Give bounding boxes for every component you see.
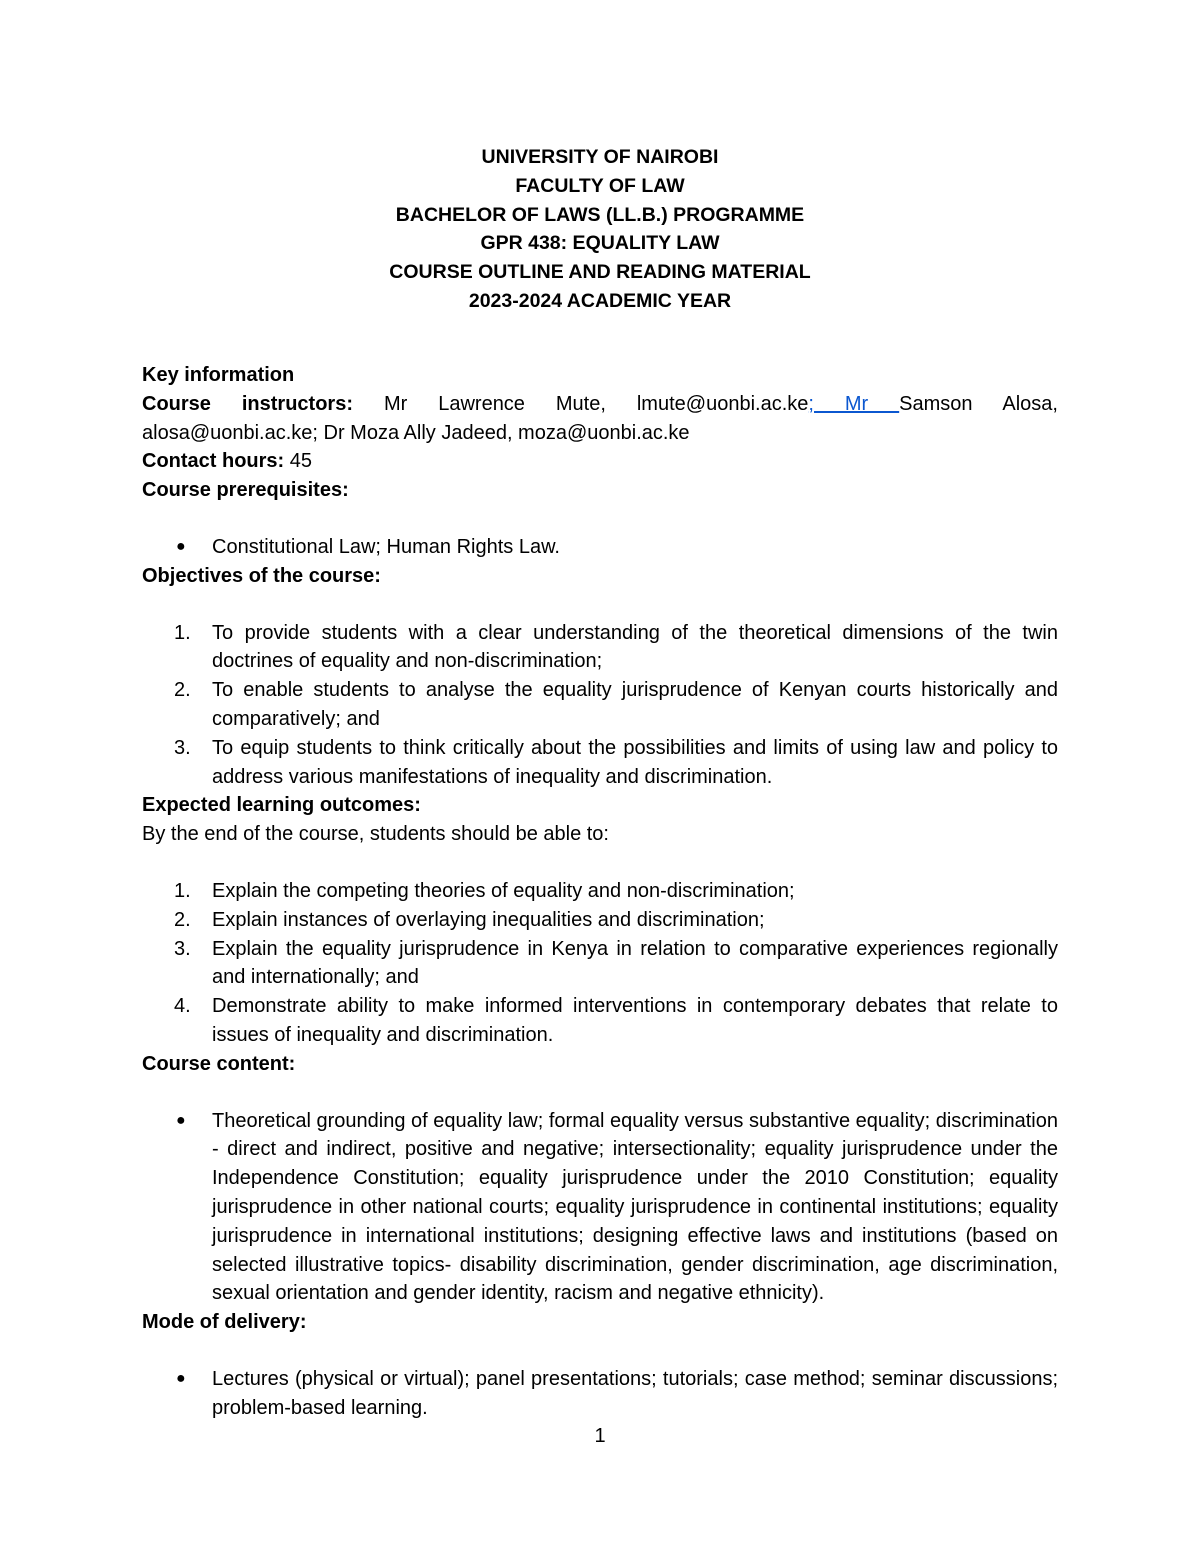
list-item: 2. Explain instances of overlaying inequalities and discrimination; — [174, 908, 765, 931]
list-item: ● Constitutional Law; Human Rights Law. — [142, 533, 1058, 562]
content-heading: Course content: — [142, 1052, 296, 1075]
university-name: UNIVERSITY OF NAIROBI — [481, 146, 719, 168]
bullet-icon: ● — [176, 537, 186, 555]
instructors-line-2: alosa@uonbi.ac.ke; Dr Moza Ally Jadeed, moza@uonbi.ac.ke — [142, 421, 690, 444]
instructors-text-b: Samson Alosa, — [899, 392, 1058, 415]
page-number: 1 — [594, 1425, 606, 1447]
contact-hours-label: Contact hours: — [142, 450, 285, 473]
outcomes-heading: Expected learning outcomes: — [142, 794, 421, 817]
faculty-name: FACULTY OF LAW — [515, 174, 685, 197]
instructor-link[interactable]: ; Mr — [808, 392, 900, 415]
prerequisites-list — [142, 533, 1058, 562]
list-item: 1. Explain the competing theories of equality and non-discrimination; — [174, 879, 795, 902]
list-item: ● Lectures (physical or virtual); panel presentations; tutorials; case method; seminar discussions; problem-based learning. — [142, 1365, 1058, 1423]
course-title: GPR 438: EQUALITY LAW — [480, 232, 720, 255]
prerequisites-heading: Course prerequisites: — [142, 479, 349, 502]
list-item: 4. Demonstrate ability to make informed interventions in contemporary debates that relate to issues of inequality and discrimination. — [174, 995, 1058, 1046]
content-list — [142, 1107, 1058, 1309]
delivery-heading: Mode of delivery: — [142, 1311, 307, 1334]
outcomes-list — [142, 877, 1058, 1050]
contact-hours — [142, 447, 1058, 476]
academic-year: 2023-2024 ACADEMIC YEAR — [468, 289, 732, 312]
programme-name: BACHELOR OF LAWS (LL.B.) PROGRAMME — [395, 203, 805, 226]
objectives-list — [142, 619, 1058, 792]
list-item: 1. To provide students with a clear understanding of the theoretical dimensions of the twin doctrines of equality and non-discrimination; — [174, 621, 1058, 673]
document-body — [142, 361, 1058, 1423]
instructors-label: Course instructors: — [142, 392, 353, 415]
outcomes-intro: By the end of the course, students should be able to: — [142, 823, 609, 846]
bullet-icon: ● — [176, 1111, 186, 1129]
list-item: ● Theoretical grounding of equality law; formal equality versus substantive equality; discrimination - direct and indirect, positive and negative; intersectionality; equality jurisprudence under the Independence Constitution; equality jurisprudence under the 2010 Constitution; equality jurisprudence in other national courts; equality jurisprudence in continental institutions; equality jurisprudence in international institutions; designing effective laws and institutions (based on selected illustrative topics- disability discrimination, gender discrimination, age discrimination, sexual orientation and gender identity, racism and negative ethnicity). — [142, 1107, 1058, 1309]
document-title: COURSE OUTLINE AND READING MATERIAL — [389, 261, 811, 284]
delivery-list — [142, 1365, 1058, 1423]
list-item: 3. Explain the equality jurisprudence in Kenya in relation to comparative experiences regionally and internationally; and — [174, 937, 1058, 989]
list-item: 2. To enable students to analyse the equality jurisprudence of Kenyan courts historically and comparatively; and — [174, 679, 1058, 730]
contact-hours-value: 45 — [284, 450, 313, 473]
document-header — [0, 143, 1200, 316]
key-info-heading: Key information — [142, 364, 295, 386]
list-item: 3. To equip students to think critically about the possibilities and limits of using law and policy to address various manifestations of inequality and discrimination. — [174, 736, 1058, 788]
bullet-icon: ● — [176, 1369, 186, 1387]
instructors-text-a: Mr Lawrence Mute, lmute@uonbi.ac.ke — [352, 392, 809, 415]
objectives-heading: Objectives of the course: — [142, 564, 381, 587]
instructors-line — [142, 390, 1058, 419]
